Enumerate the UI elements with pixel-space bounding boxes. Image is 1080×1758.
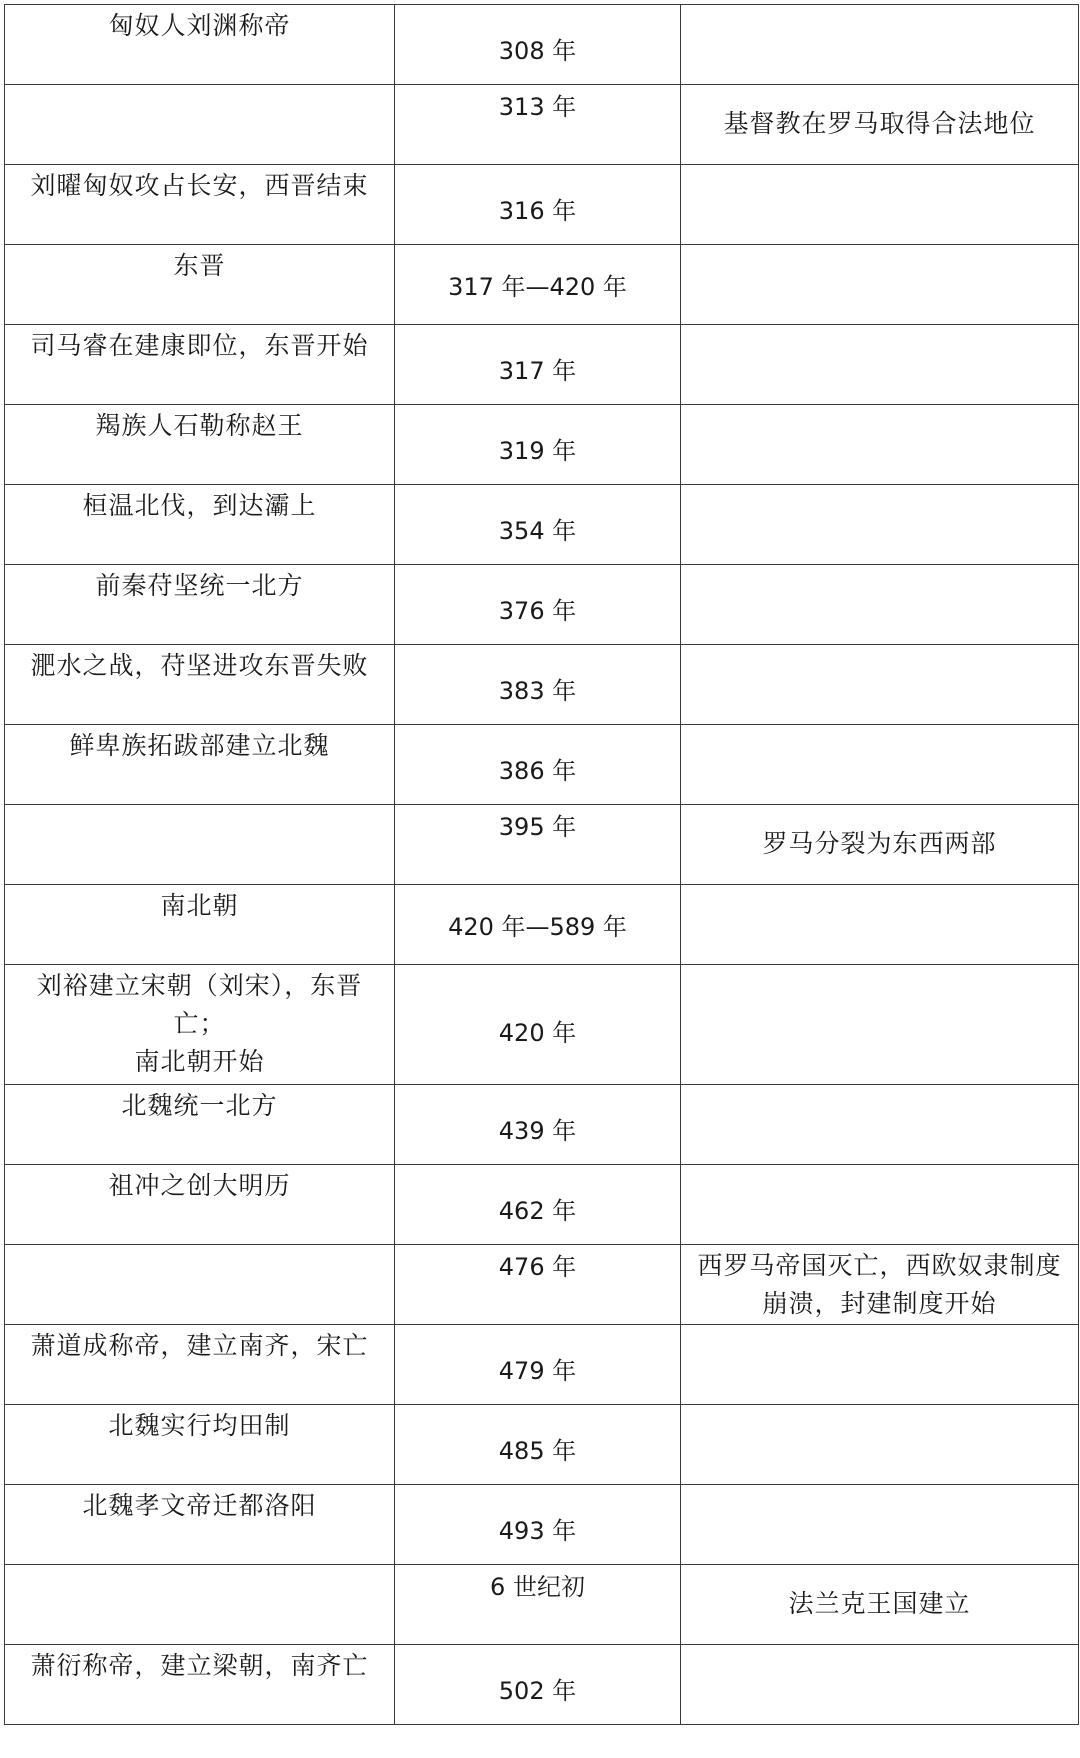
world-event-cell	[681, 1325, 1079, 1405]
china-event-cell	[5, 1165, 395, 1245]
year: 420 年—589 年	[448, 913, 627, 941]
year: 439 年	[498, 1117, 577, 1145]
year-cell	[395, 805, 681, 885]
world-event-cell	[681, 1245, 1079, 1325]
china-event: 鲜卑族拓跋部建立北魏	[69, 731, 330, 760]
timeline-table	[4, 4, 1079, 1725]
world-event-cell	[681, 5, 1079, 85]
world-event-cell	[681, 165, 1079, 245]
table-row	[5, 325, 1079, 405]
world-event: 法兰克王国建立	[788, 1589, 971, 1618]
year-cell	[395, 1085, 681, 1165]
china-event-line-1: 刘裕建立宋朝（刘宋），东晋亡；	[36, 971, 363, 1038]
year: 386 年	[498, 757, 577, 785]
china-event-cell	[5, 1565, 395, 1645]
table-row	[5, 5, 1079, 85]
year-cell	[395, 325, 681, 405]
year-cell	[395, 965, 681, 1085]
world-event-line-1: 西罗马帝国灭亡，西欧奴隶制度	[697, 1251, 1062, 1280]
year-cell	[395, 165, 681, 245]
year-cell	[395, 1405, 681, 1485]
table-row	[5, 1405, 1079, 1485]
china-event: 萧衍称帝，建立梁朝，南齐亡	[30, 1651, 369, 1680]
world-event-cell	[681, 965, 1079, 1085]
year: 502 年	[498, 1677, 577, 1705]
table-row	[5, 1325, 1079, 1405]
year-cell	[395, 85, 681, 165]
world-event: 罗马分裂为东西两部	[762, 829, 997, 858]
china-event-cell	[5, 965, 395, 1085]
year-cell	[395, 1565, 681, 1645]
china-event-cell	[5, 805, 395, 885]
china-event: 司马睿在建康即位，东晋开始	[30, 331, 369, 360]
china-event: 南北朝	[160, 891, 239, 920]
year-cell	[395, 1165, 681, 1245]
world-event-cell	[681, 1485, 1079, 1565]
table-row	[5, 645, 1079, 725]
year: 420 年	[498, 1019, 577, 1047]
china-event-cell	[5, 85, 395, 165]
china-event: 北魏孝文帝迁都洛阳	[82, 1491, 317, 1520]
year-cell	[395, 485, 681, 565]
year-cell	[395, 565, 681, 645]
china-event-cell	[5, 325, 395, 405]
world-event-cell	[681, 885, 1079, 965]
china-event: 祖冲之创大明历	[108, 1171, 291, 1200]
world-event-cell	[681, 1405, 1079, 1485]
table-row	[5, 1565, 1079, 1645]
table-row	[5, 805, 1079, 885]
china-event: 萧道成称帝，建立南齐，宋亡	[30, 1331, 369, 1360]
china-event-cell	[5, 1485, 395, 1565]
table-row	[5, 1085, 1079, 1165]
china-event: 羯族人石勒称赵王	[95, 411, 304, 440]
world-event-line-2: 崩溃，封建制度开始	[762, 1289, 997, 1318]
china-event-cell	[5, 1645, 395, 1725]
year-cell	[395, 645, 681, 725]
year: 476 年	[498, 1253, 577, 1281]
china-event-cell	[5, 485, 395, 565]
world-event-cell	[681, 485, 1079, 565]
year: 462 年	[498, 1197, 577, 1225]
table-row	[5, 1165, 1079, 1245]
table-row	[5, 565, 1079, 645]
china-event: 匈奴人刘渊称帝	[108, 11, 291, 40]
table-row	[5, 965, 1079, 1085]
world-event-cell	[681, 85, 1079, 165]
china-event: 北魏统一北方	[121, 1091, 278, 1120]
china-event-cell	[5, 1085, 395, 1165]
world-event-cell	[681, 1645, 1079, 1725]
year: 316 年	[498, 197, 577, 225]
world-event-cell	[681, 245, 1079, 325]
table-row	[5, 405, 1079, 485]
year: 354 年	[498, 517, 577, 545]
china-event: 北魏实行均田制	[108, 1411, 291, 1440]
year: 395 年	[498, 813, 577, 841]
world-event-cell	[681, 405, 1079, 485]
year: 485 年	[498, 1437, 577, 1465]
table-row	[5, 1485, 1079, 1565]
china-event: 前秦苻坚统一北方	[95, 571, 304, 600]
world-event: 基督教在罗马取得合法地位	[723, 109, 1036, 138]
china-event: 东晋	[173, 251, 226, 280]
year-cell	[395, 725, 681, 805]
world-event-cell	[681, 805, 1079, 885]
china-event-cell	[5, 5, 395, 85]
year: 317 年	[498, 357, 577, 385]
world-event-cell	[681, 1165, 1079, 1245]
china-event: 淝水之战，苻坚进攻东晋失败	[30, 651, 369, 680]
year: 493 年	[498, 1517, 577, 1545]
china-event-cell	[5, 885, 395, 965]
china-event: 刘曜匈奴攻占长安，西晋结束	[30, 171, 369, 200]
year-cell	[395, 5, 681, 85]
world-event-cell	[681, 1565, 1079, 1645]
year-cell	[395, 885, 681, 965]
table-row	[5, 1245, 1079, 1325]
table-row	[5, 245, 1079, 325]
table-row	[5, 85, 1079, 165]
china-event-cell	[5, 1325, 395, 1405]
world-event-cell	[681, 645, 1079, 725]
table-row	[5, 725, 1079, 805]
china-event-cell	[5, 245, 395, 325]
table-row	[5, 1645, 1079, 1725]
year: 308 年	[498, 37, 577, 65]
year-cell	[395, 1325, 681, 1405]
world-event-cell	[681, 325, 1079, 405]
world-event-cell	[681, 565, 1079, 645]
table-row	[5, 165, 1079, 245]
china-event-cell	[5, 725, 395, 805]
year-cell	[395, 405, 681, 485]
china-event-cell	[5, 1245, 395, 1325]
china-event-cell	[5, 405, 395, 485]
year-cell	[395, 1245, 681, 1325]
year: 6 世纪初	[490, 1573, 585, 1601]
china-event-cell	[5, 645, 395, 725]
china-event: 桓温北伐，到达灞上	[82, 491, 317, 520]
china-event-cell	[5, 1405, 395, 1485]
table-row	[5, 885, 1079, 965]
year: 376 年	[498, 597, 577, 625]
year-cell	[395, 1645, 681, 1725]
world-event-cell	[681, 1085, 1079, 1165]
world-event-cell	[681, 725, 1079, 805]
year: 383 年	[498, 677, 577, 705]
china-event-cell	[5, 565, 395, 645]
china-event-line-2: 南北朝开始	[134, 1047, 265, 1076]
table-row	[5, 485, 1079, 565]
year: 317 年—420 年	[448, 273, 627, 301]
year: 313 年	[498, 93, 577, 121]
year-cell	[395, 1485, 681, 1565]
year-cell	[395, 245, 681, 325]
china-event-cell	[5, 165, 395, 245]
year: 319 年	[498, 437, 577, 465]
year: 479 年	[498, 1357, 577, 1385]
